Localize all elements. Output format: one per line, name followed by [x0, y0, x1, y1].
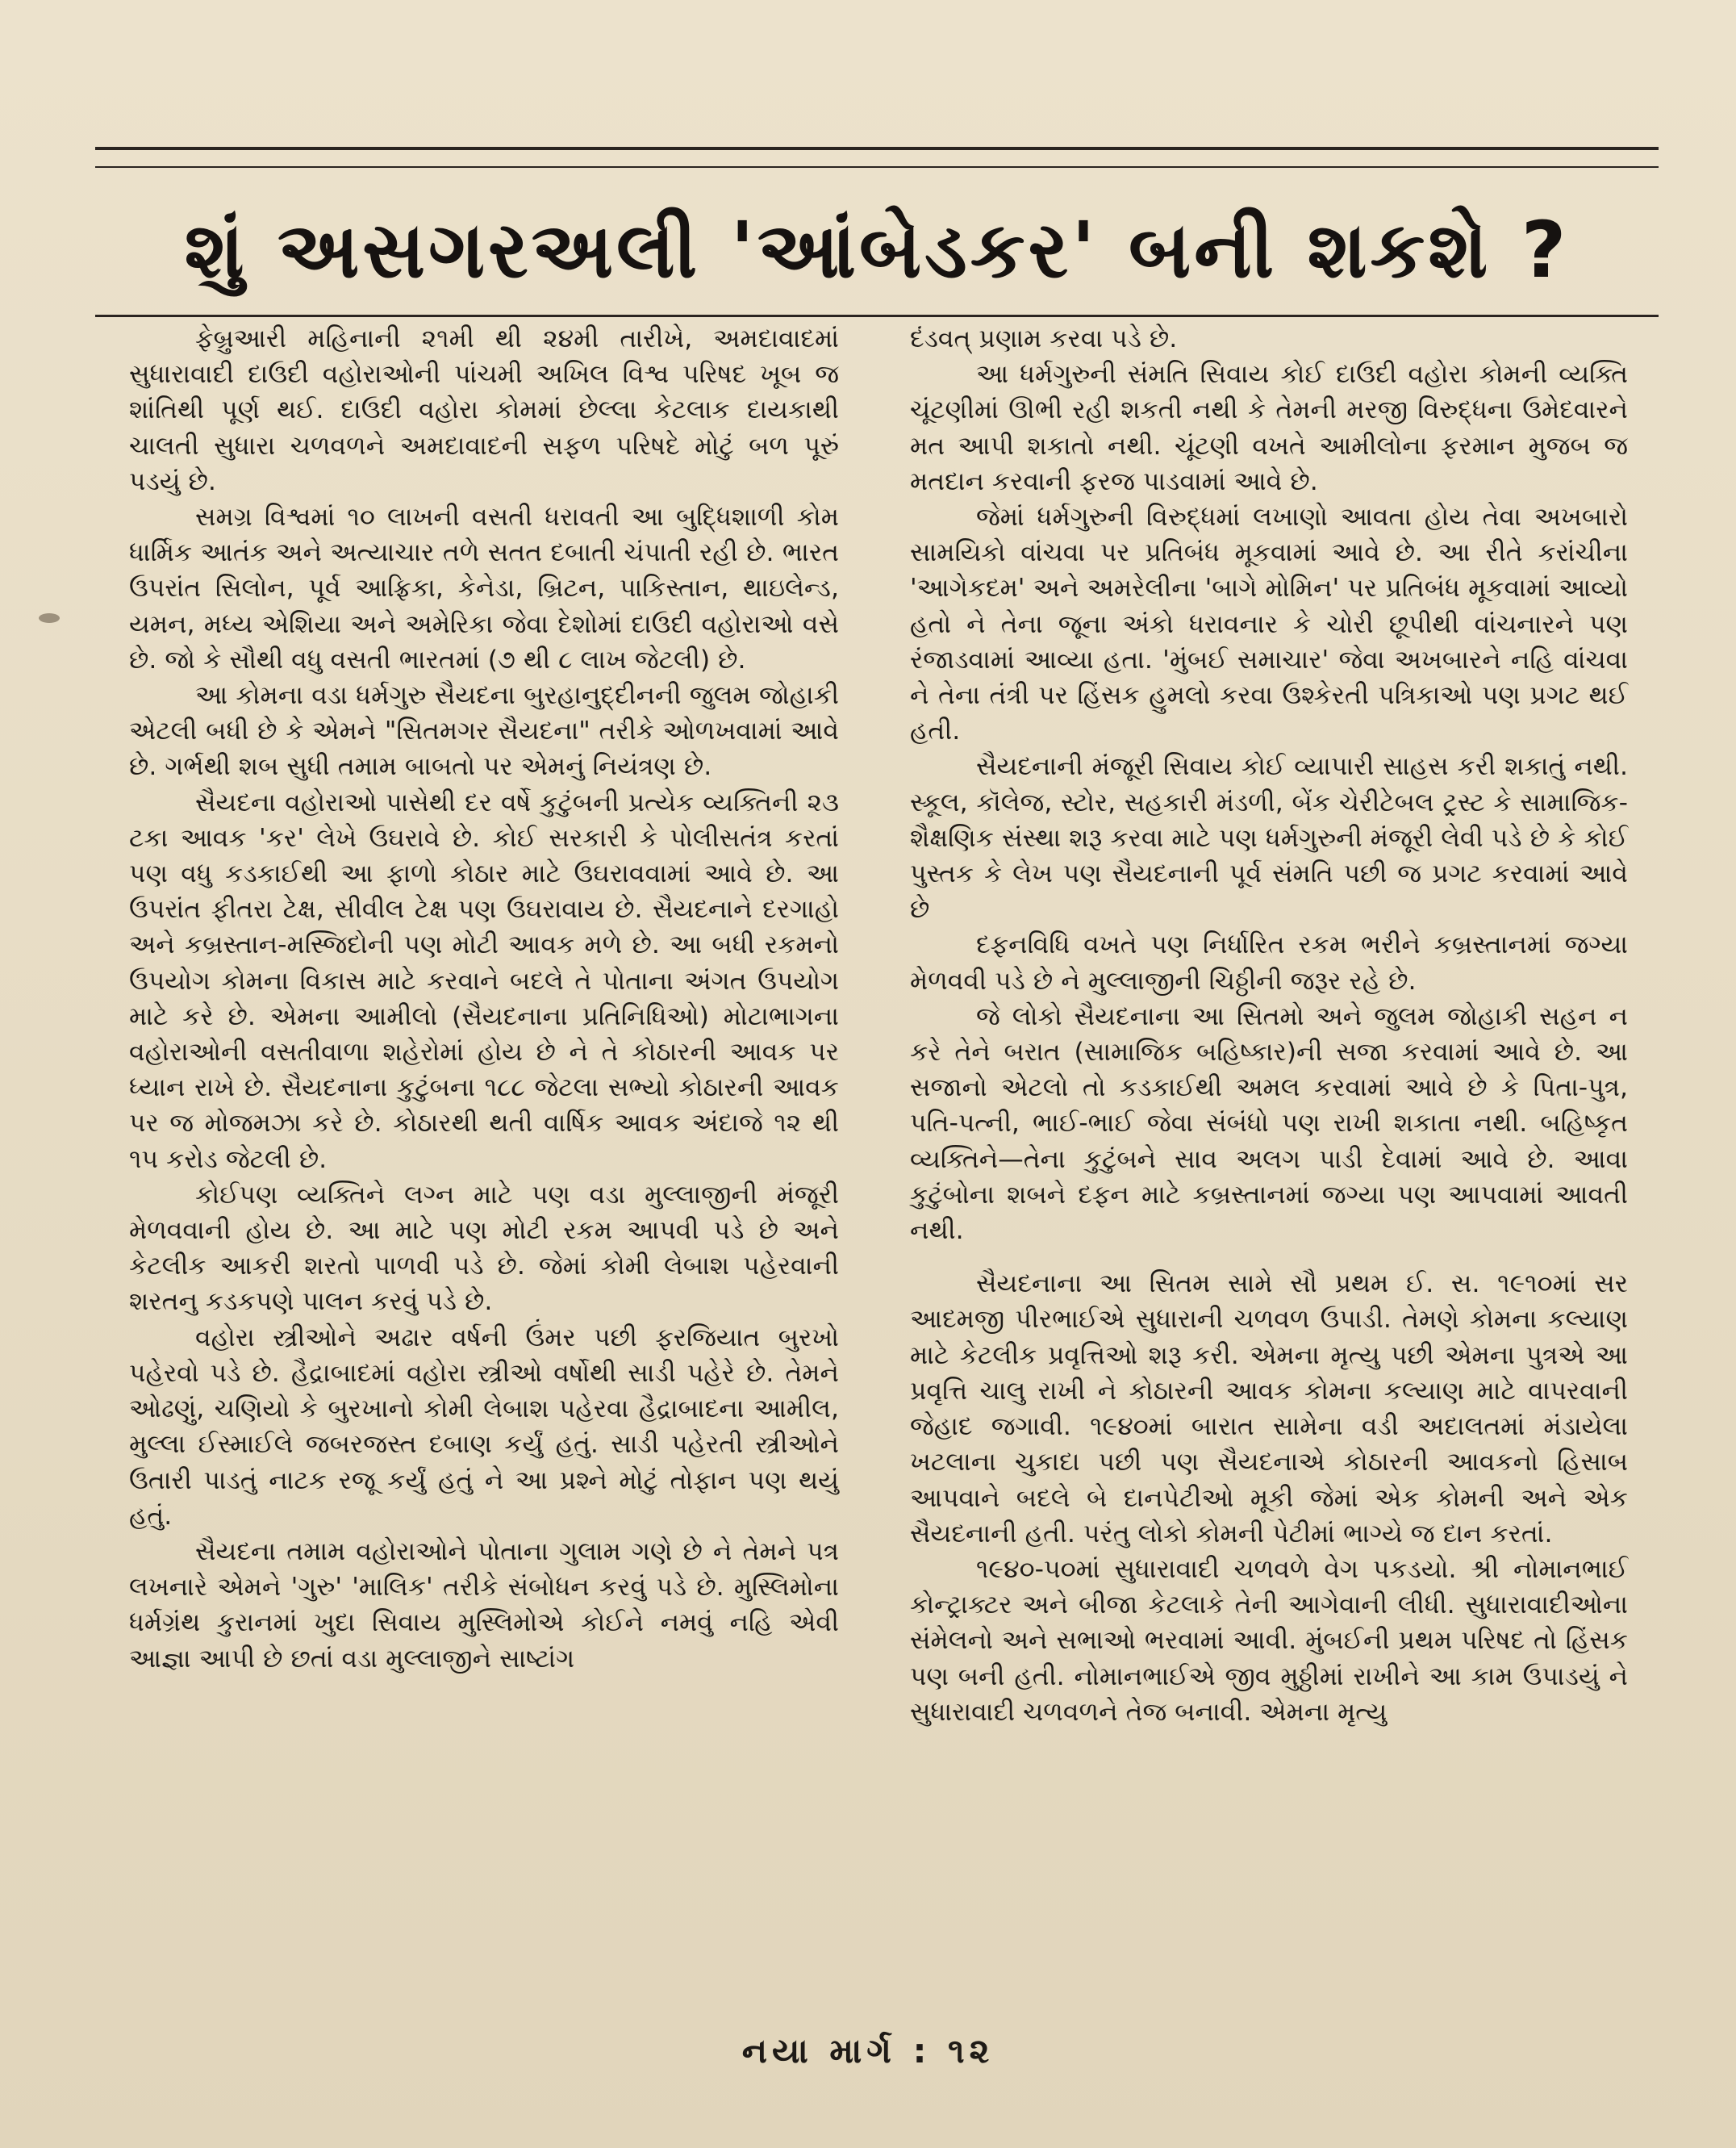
top-rule [95, 147, 1659, 150]
left-column [129, 321, 839, 1677]
paragraph: કોઈપણ વ્યક્તિને લગ્ન માટે પણ વડા મુલ્લાજીની મંજૂરી મેળવવાની હોય છે. આ માટે પણ મોટી રકમ આપવી પડે છે અને કેટલીક આકરી શરતો પાળવી પડે છે. જેમાં કોમી લેબાશ પહેરવાની શરતનુ કડકપણે પાલન કરવું પડે છે. [129, 1180, 839, 1317]
paragraph: ફેબ્રુઆરી મહિનાની ૨૧મી થી ૨૪મી તારીખે, અમદાવાદમાં સુધારાવાદી દાઉદી વહોરાઓની પાંચમી અખિલ વિશ્વ પરિષદ ખૂબ જ શાંતિથી પૂર્ણ થઈ. દાઉદી વહોરા કોમમાં છેલ્લા કેટલાક દાયકાથી ચાલતી સુધારા ચળવળને અમદાવાદની સફળ પરિષદે મોટું બળ પૂરું પડયું છે. [129, 324, 839, 496]
paragraph: સૈયદના વહોરાઓ પાસેથી દર વર્ષે કુટુંબની પ્રત્યેક વ્યક્તિની ૨૩ ટકા આવક 'કર' લેખે ઉઘરાવે છે. કોઈ સરકારી કે પોલીસતંત્ર કરતાં પણ વધુ કડકાઈથી આ ફાળો કોઠાર માટે ઉઘરાવવામાં આવે છે. આ ઉપરાંત ફીતરા ટેક્ષ, સીવીલ ટેક્ષ પણ ઉઘરાવાય છે. સૈયદનાને દરગાહો અને કબ્રસ્તાન-મસ્જિદોની પણ મોટી આવક મળે છે. આ બધી રકમનો ઉપયોગ કોમના વિકાસ માટે કરવાને બદલે તે પોતાના અંગત ઉપયોગ માટે કરે છે. એમના આમીલો (સૈયદનાના પ્રતિનિધિઓ) મોટાભાગના વહોરાઓની વસતીવાળા શહેરોમાં હોય છે ને તે કોઠારની આવક પર ધ્યાન રાખે છે. સૈયદનાના કુટુંબના ૧૮૮ જેટલા સભ્યો કોઠારની આવક પર જ મોજમઝા કરે છે. કોઠારથી થતી વાર્ષિક આવક અંદાજે ૧૨ થી ૧૫ કરોડ જેટલી છે. [129, 788, 839, 1174]
paragraph: સૈયદના તમામ વહોરાઓને પોતાના ગુલામ ગણે છે ને તેમને પત્ર લખનારે એમને 'ગુરુ' 'માલિક' તરીકે સંબોધન કરવું પડે છે. મુસ્લિમોના ધર્મગ્રંથ કુરાનમાં ખુદા સિવાય મુસ્લિમોએ કોઈને નમવું નહિ એવી આજ્ઞા આપી છે છતાં વડા મુલ્લાજીને સાષ્ટાંગ [129, 1536, 839, 1674]
paragraph: સૈયદનાની મંજૂરી સિવાય કોઈ વ્યાપારી સાહસ કરી શકાતું નથી. સ્કૂલ, કૉલેજ, સ્ટોર, સહકારી મંડળી, બેંક ચેરીટેબલ ટ્રસ્ટ કે સામાજિક-શૈક્ષણિક સંસ્થા શરૂ કરવા માટે પણ ધર્મગુરુની મંજૂરી લેવી પડે છે કે કોઈ પુસ્તક કે લેખ પણ સૈયદનાની પૂર્વ સંમતિ પછી જ પ્રગટ કરવામાં આવે છે [910, 752, 1628, 925]
article-title: શું અસગરઅલી 'આંબેડકર' બની શકશે ? [184, 205, 1570, 295]
ink-stain [39, 613, 60, 623]
paragraph: જેમાં ધર્મગુરુની વિરુદ્ધમાં લખાણો આવતા હોય તેવા અખબારો સામયિકો વાંચવા પર પ્રતિબંધ મૂકવામાં આવે છે. આ રીતે કરાંચીના 'આગેકદમ' અને અમરેલીના 'બાગે મોમિન' પર પ્રતિબંધ મૂકવામાં આવ્યો હતો ને તેના જૂના અંકો ધરાવનાર કે ચોરી છૂપીથી વાંચનારને પણ રંજાડવામાં આવ્યા હતા. 'મુંબઈ સમાચાર' જેવા અખબારને નહિ વાંચવા ને તેના તંત્રી પર હિંસક હુમલો કરવા ઉશ્કેરતી પત્રિકાઓ પણ પ્રગટ થઈ હતી. [910, 503, 1628, 746]
paragraph: દંડવત્ પ્રણામ કરવા પડે છે. [910, 324, 1178, 353]
page-footer: નયા માર્ગ : ૧૨ [741, 2031, 995, 2071]
paragraph: ૧૯૪૦-૫૦માં સુધારાવાદી ચળવળે વેગ પકડયો. શ્રી નોમાનભાઈ કોન્ટ્રાક્ટર અને બીજા કેટલાકે તેની આગેવાની લીધી. સુધારાવાદીઓના સંમેલનો અને સભાઓ ભરવામાં આવી. મુંબઈની પ્રથમ પરિષદ તો હિંસક પણ બની હતી. નોમાનભાઈએ જીવ મુઠ્ઠીમાં રાખીને આ કામ ઉપાડયું ને સુધારાવાદી ચળવળને તેજ બનાવી. એમના મૃત્યુ [910, 1554, 1628, 1727]
paragraph: વહોરા સ્ત્રીઓને અઢાર વર્ષની ઉંમર પછી ફરજિયાત બુરખો પહેરવો પડે છે. હૈદ્રાબાદમાં વહોરા સ્ત્રીઓ વર્ષોથી સાડી પહેરે છે. તેમને ઓઢણું, ચણિયો કે બુરખાનો કોમી લેબાશ પહેરવા હૈદ્રાબાદના આમીલ, મુલ્લા ઈસ્માઈલે જબરજસ્ત દબાણ કર્યું હતું. સાડી પહેરતી સ્ત્રીઓને ઉતારી પાડતું નાટક રજૂ કર્યું હતું ને આ પ્રશ્ને મોટું તોફાન પણ થયું હતું. [129, 1323, 839, 1531]
top-rule-thin [95, 166, 1659, 168]
right-column [910, 321, 1628, 1730]
paragraph: જે લોકો સૈયદનાના આ સિતમો અને જુલમ જોહાકી સહન ન કરે તેને બરાત (સામાજિક બહિષ્કાર)ની સજા કરવામાં આવે છે. આ સજાનો એટલો તો કડકાઈથી અમલ કરવામાં આવે છે કે પિતા-પુત્ર, પતિ-પત્ની, ભાઈ-ભાઈ જેવા સંબંધો પણ રાખી શકાતા નથી. બહિષ્કૃત વ્યક્તિને—તેના કુટુંબને સાવ અલગ પાડી દેવામાં આવે છે. આવા કુટુંબોના શબને દફન માટે કબ્રસ્તાનમાં જગ્યા પણ આપવામાં આવતી નથી. [910, 1001, 1628, 1246]
title-rule [95, 315, 1659, 317]
paragraph: આ ધર્મગુરુની સંમતિ સિવાય કોઈ દાઉદી વહોરા કોમની વ્યક્તિ ચૂંટણીમાં ઊભી રહી શકતી નથી કે તેમની મરજી વિરુદ્ધના ઉમેદવારને મત આપી શકાતો નથી. ચૂંટણી વખતે આમીલોના ફરમાન મુજબ જ મતદાન કરવાની ફરજ પાડવામાં આવે છે. [910, 360, 1628, 496]
paragraph: સૈયદનાના આ સિતમ સામે સૌ પ્રથમ ઈ. સ. ૧૯૧૦માં સર આદમજી પીરભાઈએ સુધારાની ચળવળ ઉપાડી. તેમણે કોમના કલ્યાણ માટે કેટલીક પ્રવૃત્તિઓ શરૂ કરી. એમના મૃત્યુ પછી એમના પુત્રએ આ પ્રવૃત્તિ ચાલુ રાખી ને કોઠારની આવક કોમના કલ્યાણ માટે વાપરવાની જેહાદ જગાવી. ૧૯૪૦માં બારાત સામેના વડી અદાલતમાં મંડાયેલા ખટલાના ચુકાદા પછી પણ સૈયદનાએ કોઠારની આવકનો હિસાબ આપવાને બદલે બે દાનપેટીઓ મૂકી જેમાં એક કોમની અને એક સૈયદનાની હતી. પરંતુ લોકો કોમની પેટીમાં ભાગ્યે જ દાન કરતાં. [910, 1269, 1628, 1548]
paragraph: દફનવિધિ વખતે પણ નિર્ધારિત રકમ ભરીને કબ્રસ્તાનમાં જગ્યા મેળવવી પડે છે ને મુલ્લાજીની ચિઠ્ઠીની જરૂર રહે છે. [910, 930, 1628, 996]
paragraph: આ કોમના વડા ધર્મગુરુ સૈયદના બુરહાનુદ્દીનની જુલમ જોહાકી એટલી બધી છે કે એમને "સિતમગર સૈયદના" તરીકે ઓળખવામાં આવે છે. ગર્ભથી શબ સુધી તમામ બાબતો પર એમનું નિયંત્રણ છે. [129, 681, 839, 782]
paragraph: સમગ્ર વિશ્વમાં ૧૦ લાખની વસતી ધરાવતી આ બુદ્ધિશાળી કોમ ધાર્મિક આતંક અને અત્યાચાર તળે સતત દબાતી ચંપાતી રહી છે. ભારત ઉપરાંત સિલોન, પૂર્વ આફ્રિકા, કેનેડા, બ્રિટન, પાકિસ્તાન, થાઇલેન્ડ, યમન, મધ્ય એશિયા અને અમેરિકા જેવા દેશોમાં દાઉદી વહોરાઓ વસે છે. જો કે સૌથી વધુ વસતી ભારતમાં (૭ થી ૮ લાખ જેટલી) છે. [129, 503, 839, 675]
